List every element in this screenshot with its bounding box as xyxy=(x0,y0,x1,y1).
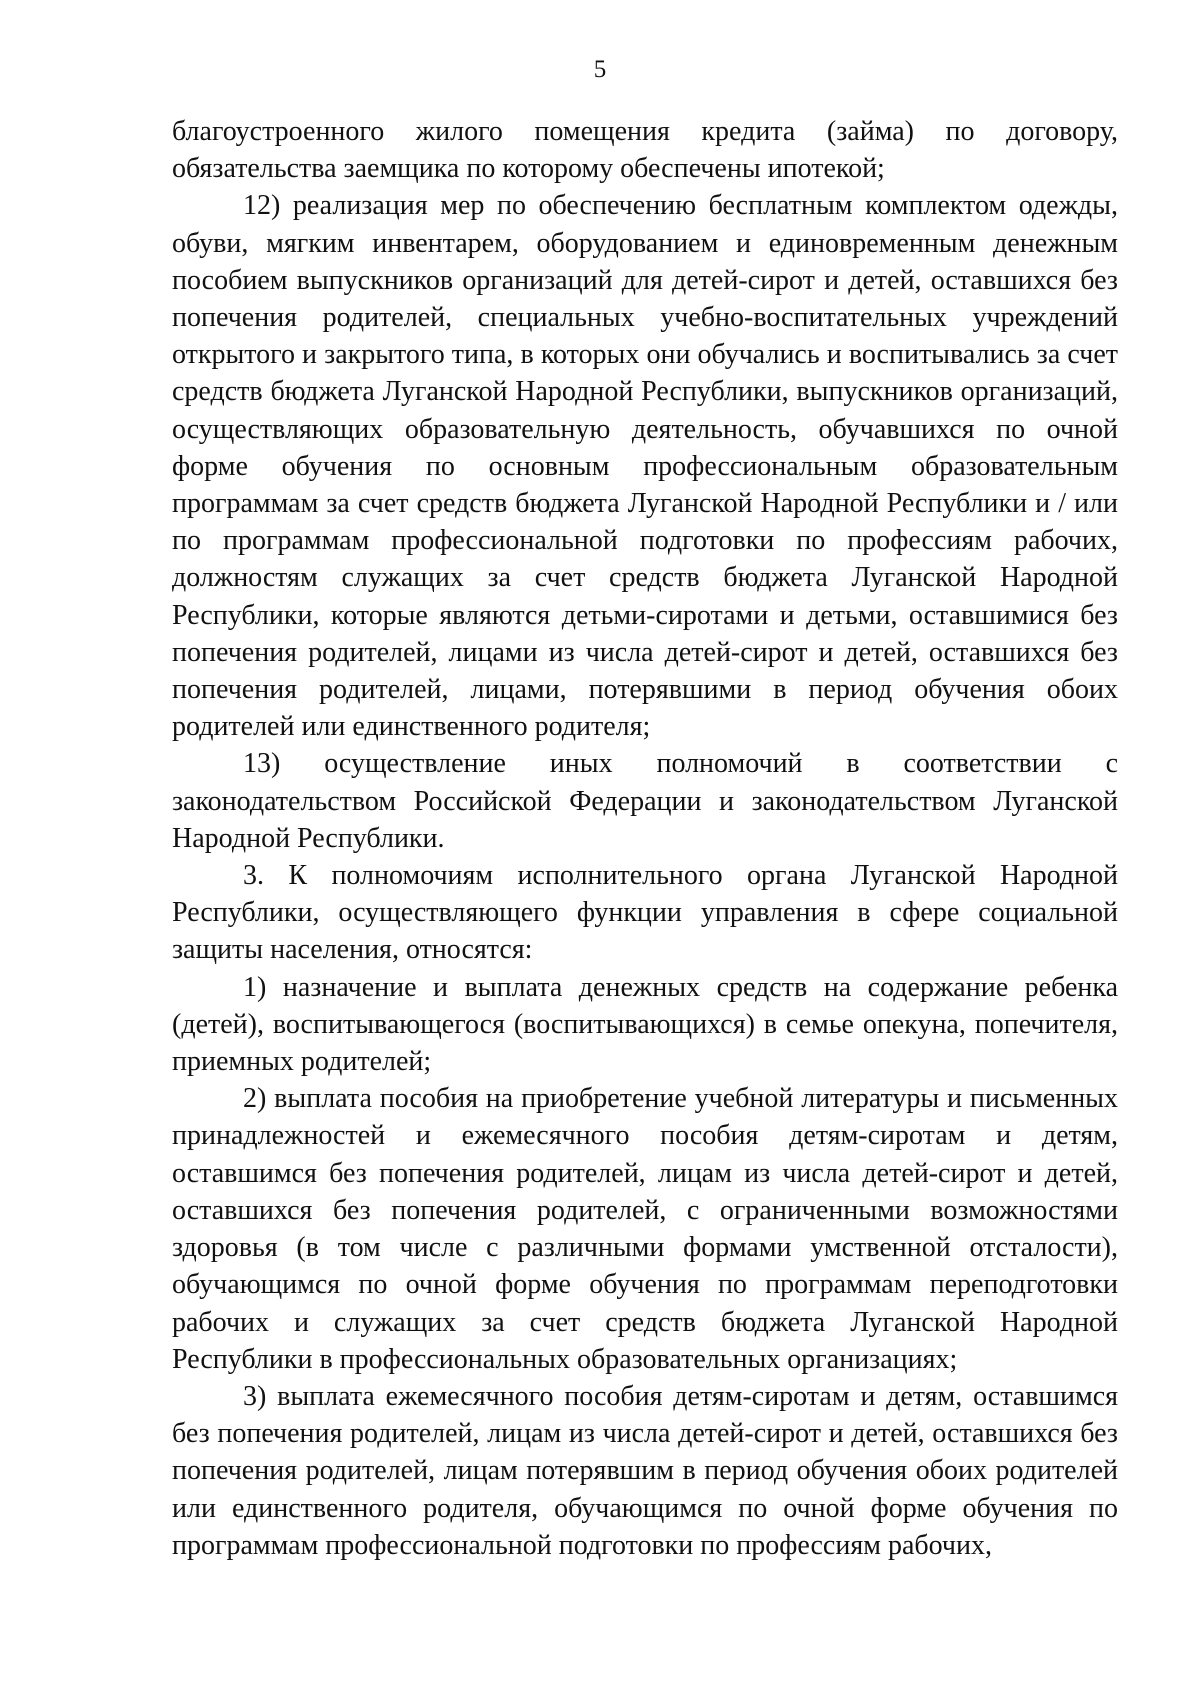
paragraph-item-13: 13) осуществление иных полномочий в соответствии с законодательством Российской Федерации и законодательством Луганской Народной Республики. xyxy=(172,748,1118,854)
paragraph-item-3: 3) выплата ежемесячного пособия детям-сиротам и детям, оставшимся без попечения родителей, лицам из числа детей-сирот и детей, оставшихся без попечения родителей, лицам потерявшим в период обучения обоих родителей или единственного родителя, обучающимся по очной форме обучения по программам профессиональной подготовки по профессиям рабочих, xyxy=(172,1380,1118,1561)
page-number: 5 xyxy=(593,56,607,83)
paragraph-item-2: 2) выплата пособия на приобретение учебной литературы и письменных принадлежностей и ежемесячного пособия детям-сиротам и детям, оставшимся без попечения родителей, лицам из числа детей-сирот и детей, оставшихся без попечения родителей, с ограниченными возможностями здоровья (в том числе с различными формами умственной отсталости), обучающимся по очной форме обучения по программам переподготовки рабочих и служащих за счет средств бюджета Луганской Народной Республики в профессиональных образовательных организациях; xyxy=(172,1083,1118,1375)
document-body xyxy=(172,113,1118,1564)
paragraph-item-1: 1) назначение и выплата денежных средств на содержание ребенка (детей), воспитывающегося (воспитывающихся) в семье опекуна, попечителя, приемных родителей; xyxy=(172,971,1118,1078)
paragraph-item-12: 12) реализация мер по обеспечению бесплатным комплектом одежды, обуви, мягким инвентарем, оборудованием и единовременным денежным пособием выпускников организаций для детей-сирот и детей, оставшихся без попечения родителей, специальных учебно-воспитательных учреждений открытого и закрытого типа, в которых они обучались и воспитывались за счет средств бюджета Луганской Народной Республики, выпускников организаций, осуществляющих образовательную деятельность, обучавшихся по очной форме обучения по основным профессиональным образовательным программам за счет средств бюджета Луганской Народной Республики и / или по программам профессиональной подготовки по профессиям рабочих, должностям служащих за счет средств бюджета Луганской Народной Республики, которые являются детьми-сиротами и детьми, оставшимися без попечения родителей, лицами из числа детей-сирот и детей, оставшихся без попечения родителей, лицами, потерявшими в период обучения обоих родителей или единственного родителя; xyxy=(172,190,1118,743)
paragraph-continuation: благоустроенного жилого помещения кредита (займа) по договору, обязательства заемщика по которому обеспечены ипотекой; xyxy=(172,116,1118,185)
paragraph-section-3: 3. К полномочиям исполнительного органа Луганской Народной Республики, осуществляющего функции управления в сфере социальной защиты населения, относятся: xyxy=(172,860,1118,966)
